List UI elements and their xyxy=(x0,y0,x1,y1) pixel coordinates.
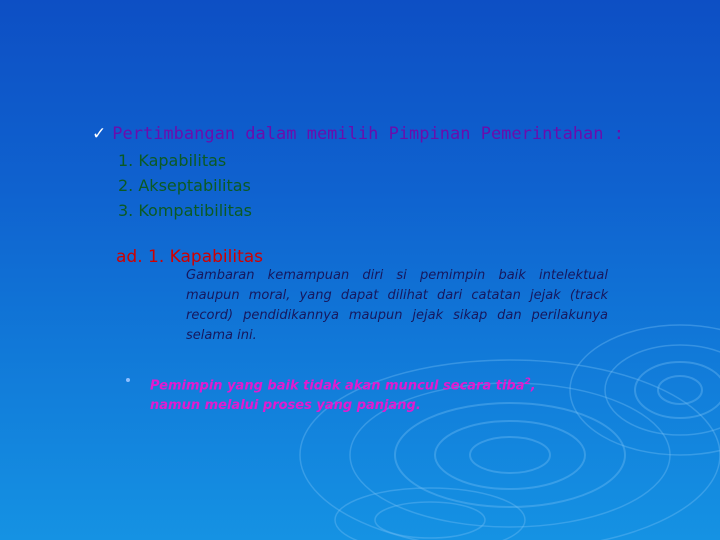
heading-text: Pertimbangan dalam memilih Pimpinan Pemerintahan : xyxy=(112,124,624,144)
description-text: Gambaran kemampuan diri si pemimpin baik intelektual maupun moral, yang dapat dilihat dari catatan jejak ( xyxy=(186,268,608,303)
bullet-text: , namun melalui proses yang panjang. xyxy=(150,378,536,414)
list-item: 2. Akseptabilitas xyxy=(118,176,251,195)
bullet-note xyxy=(150,372,570,416)
section-heading: ad. 1. Kapabilitas xyxy=(116,247,264,267)
bullet-text: Pemimpin yang baik tidak akan muncul secara tiba xyxy=(150,378,525,394)
description-text: ) pendidikannya maupun jejak sikap dan perilakunya selama ini. xyxy=(186,308,608,343)
checkmark-icon: ✓ xyxy=(92,124,107,144)
slide-heading xyxy=(92,124,624,144)
bullet-icon xyxy=(126,378,130,382)
description-paragraph xyxy=(186,266,608,346)
superscript: 2 xyxy=(524,377,531,387)
list-item: 3. Kompatibilitas xyxy=(118,201,253,220)
track-record-term: track record xyxy=(186,288,608,323)
list-item: 1. Kapabilitas xyxy=(118,151,227,170)
